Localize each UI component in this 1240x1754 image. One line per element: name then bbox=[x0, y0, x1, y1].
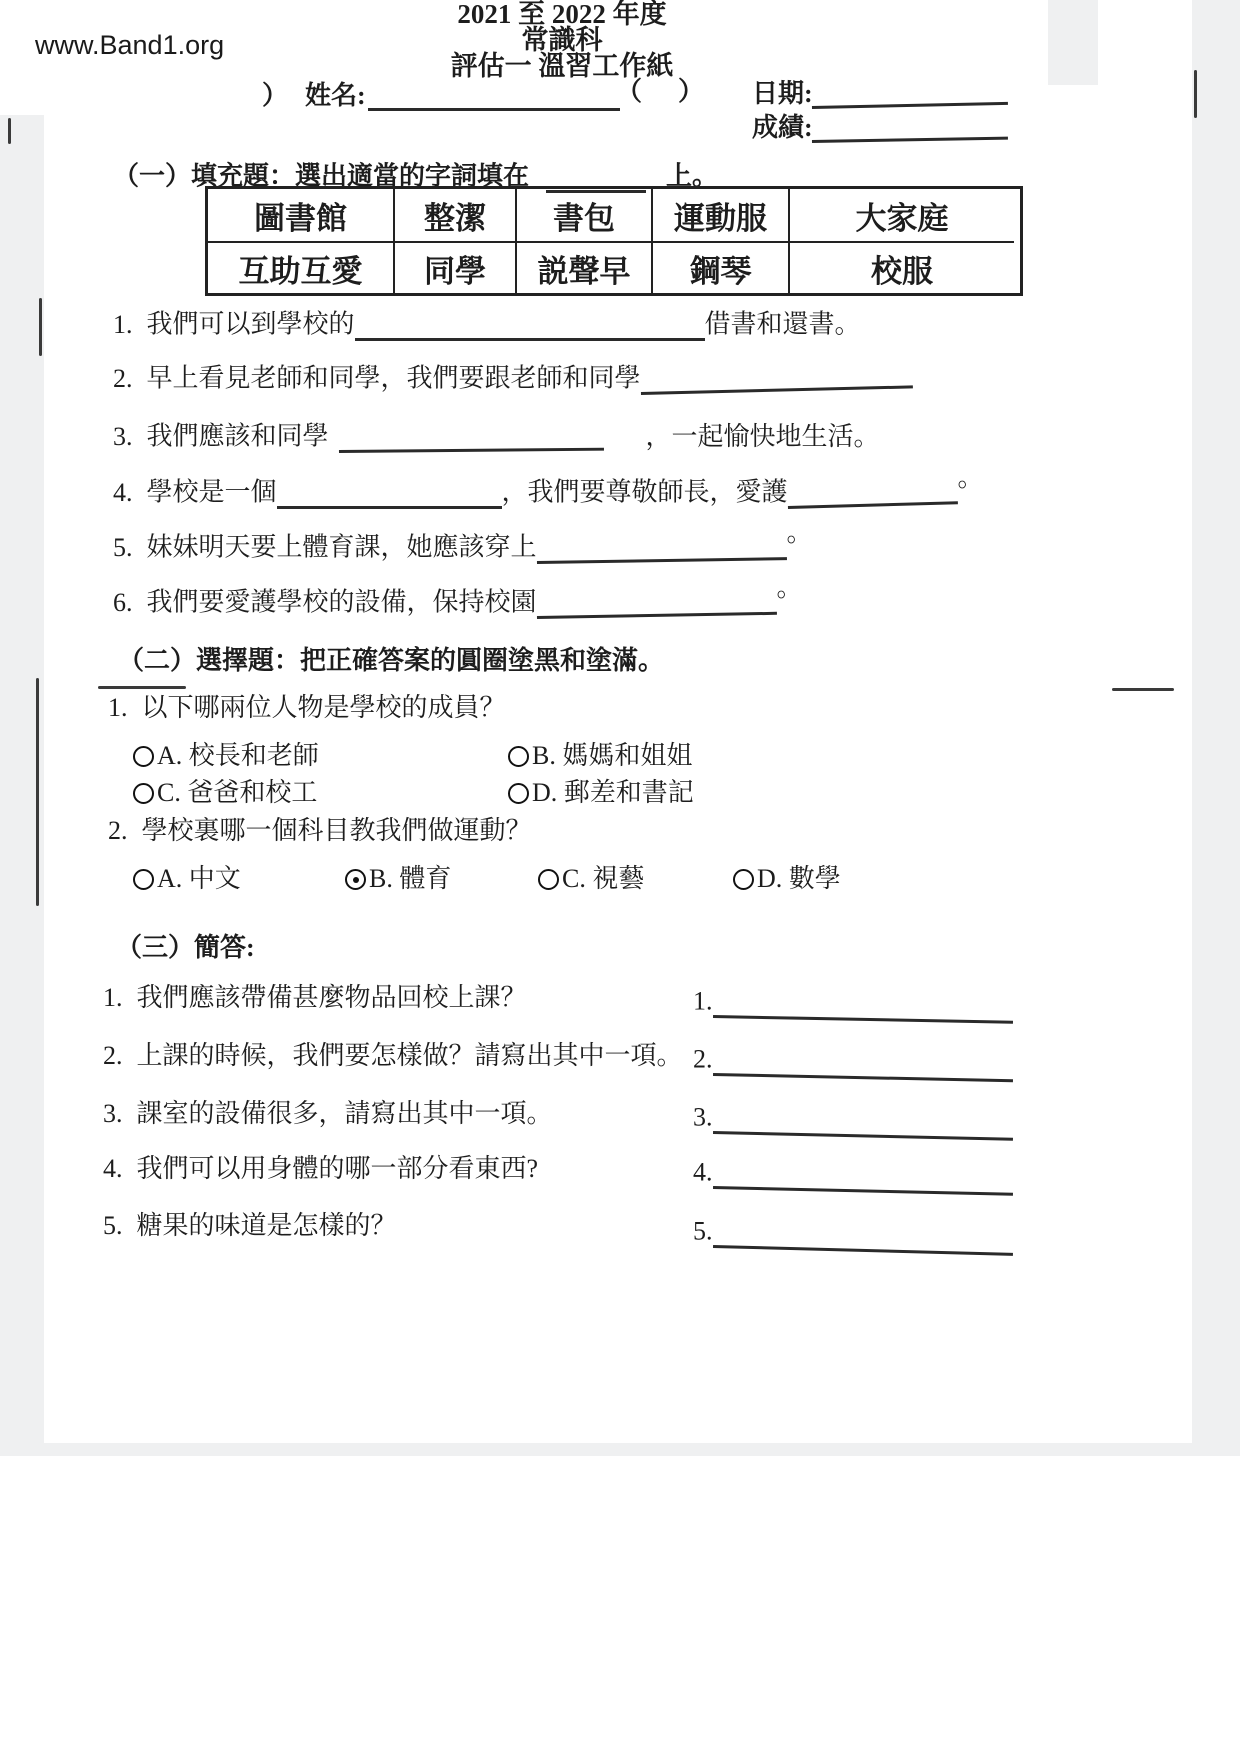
answer-slot-2 bbox=[693, 1043, 1013, 1076]
fill-question-1 bbox=[113, 308, 861, 341]
mc2-option-c bbox=[538, 858, 644, 895]
answer-blank-line bbox=[713, 1156, 1014, 1196]
option-text: 媽媽和姐姐 bbox=[562, 741, 693, 770]
radio-circle-icon bbox=[133, 783, 154, 804]
scan-artifact-right-tick bbox=[1194, 70, 1197, 118]
mc1-option-c bbox=[133, 772, 317, 809]
radio-dot bbox=[353, 877, 359, 883]
option-label: A. bbox=[157, 864, 183, 893]
word-bank-cell: 鋼琴 bbox=[651, 241, 788, 293]
question-text: 糖果的味道是怎樣的？ bbox=[136, 1211, 397, 1240]
class-paren-close: ） bbox=[678, 77, 705, 106]
answer-slot-1 bbox=[693, 985, 1013, 1018]
question-number: 2. bbox=[103, 1041, 123, 1070]
question-number: 2. bbox=[113, 363, 133, 393]
radio-circle-icon bbox=[733, 869, 754, 890]
mc1-option-a bbox=[133, 735, 319, 772]
answer-number: 3. bbox=[693, 1102, 713, 1132]
short-question-3 bbox=[103, 1098, 553, 1131]
question-text: 我們可以到學校的 bbox=[146, 309, 355, 339]
scan-artifact-right-dash bbox=[1112, 688, 1174, 691]
option-label: B. bbox=[369, 864, 393, 893]
question-text-post: 借書和還書。 bbox=[704, 309, 861, 339]
word-bank-row bbox=[208, 241, 1020, 293]
question-text-mid: ，我們要尊敬師長，愛護 bbox=[501, 477, 788, 507]
mc-question-2 bbox=[108, 815, 532, 848]
blank-line bbox=[536, 527, 786, 564]
question-number: 3. bbox=[113, 421, 133, 451]
score-label: 成績: bbox=[752, 113, 813, 142]
radio-circle-icon bbox=[133, 869, 154, 890]
short-question-2 bbox=[103, 1040, 683, 1073]
answer-blank-line bbox=[713, 1215, 1014, 1256]
word-bank-row bbox=[208, 189, 1020, 241]
word-bank-cell: 大家庭 bbox=[788, 189, 1014, 241]
option-text: 爸爸和校工 bbox=[187, 778, 318, 807]
radio-circle-icon bbox=[508, 783, 529, 804]
radio-circle-icon bbox=[538, 869, 559, 890]
stray-close-paren: ） bbox=[262, 81, 289, 110]
answer-number: 1. bbox=[693, 986, 713, 1016]
section1-heading-post: 上。 bbox=[666, 161, 719, 191]
header-subject: 常識科 bbox=[521, 25, 603, 55]
short-question-4 bbox=[103, 1153, 538, 1186]
fill-question-3 bbox=[113, 420, 880, 453]
mc-question-1 bbox=[108, 692, 506, 725]
word-bank-cell: 運動服 bbox=[651, 189, 788, 241]
option-text: 視藝 bbox=[592, 864, 645, 893]
question-text: 妹妹明天要上體育課，她應該穿上 bbox=[146, 532, 537, 562]
option-label: D. bbox=[757, 864, 783, 893]
scan-artifact-left-line bbox=[36, 678, 39, 906]
question-text: 學校裏哪一個科目教我們做運動？ bbox=[141, 816, 532, 845]
question-number: 3. bbox=[103, 1099, 123, 1128]
name-label: 姓名: bbox=[305, 81, 366, 110]
word-bank-cell: 圖書館 bbox=[254, 200, 347, 236]
radio-circle-dotted-icon bbox=[345, 869, 366, 890]
question-text: 上課的時候，我們要怎樣做？請寫出其中一項。 bbox=[136, 1041, 683, 1070]
word-bank-cell: 説聲早 bbox=[515, 241, 651, 293]
option-label: B. bbox=[532, 741, 556, 770]
word-bank-cell: 互助互愛 bbox=[208, 241, 393, 293]
fill-question-2 bbox=[113, 362, 913, 395]
question-text: 早上看見老師和同學，我們要跟老師和同學 bbox=[146, 363, 641, 393]
question-text: 我們應該帶備甚麼物品回校上課？ bbox=[136, 983, 527, 1012]
fill-question-6 bbox=[113, 572, 803, 619]
scan-margin-right bbox=[1192, 0, 1240, 1455]
mc2-option-b bbox=[345, 858, 451, 895]
radio-circle-icon bbox=[133, 746, 154, 767]
blank-line bbox=[536, 582, 777, 619]
class-paren-open: （ bbox=[616, 77, 643, 106]
question-text: 我們應該和同學 bbox=[146, 421, 329, 451]
question-number: 5. bbox=[113, 532, 133, 562]
fill-question-4 bbox=[113, 462, 984, 509]
answer-number: 4. bbox=[693, 1157, 713, 1187]
score-blank-line bbox=[811, 107, 1008, 143]
option-label: C. bbox=[562, 864, 586, 893]
option-label: D. bbox=[532, 778, 558, 807]
question-text: 以下哪兩位人物是學校的成員？ bbox=[141, 693, 506, 722]
question-number: 1. bbox=[113, 309, 133, 339]
word-bank-cell: 同學 bbox=[393, 241, 515, 293]
option-text: 校長和老師 bbox=[188, 741, 319, 770]
answer-number: 5. bbox=[693, 1216, 713, 1246]
question-number: 1. bbox=[103, 983, 123, 1012]
date-label: 日期: bbox=[752, 79, 813, 108]
question-text: 我們要愛護學校的設備，保持校園 bbox=[146, 587, 537, 617]
scan-margin-bottom bbox=[0, 1443, 1240, 1456]
question-number: 5. bbox=[103, 1211, 123, 1240]
blank-line bbox=[277, 476, 502, 509]
section2-heading: （二）選擇題：把正確答案的圓圈塗黑和塗滿。 bbox=[118, 646, 665, 675]
section1-heading-pre: （一）填充題：選出適當的字詞填在 bbox=[113, 161, 530, 191]
question-number: 2. bbox=[108, 816, 128, 845]
blank-line bbox=[787, 471, 958, 509]
radio-circle-icon bbox=[508, 746, 529, 767]
answer-slot-3 bbox=[693, 1101, 1013, 1134]
word-bank-cell: 書包 bbox=[515, 189, 651, 241]
answer-slot-5 bbox=[693, 1215, 1013, 1248]
scan-artifact-overline bbox=[98, 686, 186, 689]
option-text: 郵差和書記 bbox=[563, 778, 694, 807]
word-bank-cell: 校服 bbox=[788, 241, 1014, 293]
question-number: 4. bbox=[113, 477, 133, 507]
question-number: 6. bbox=[113, 587, 133, 617]
scan-artifact-left-tick bbox=[8, 118, 11, 144]
question-number: 1. bbox=[108, 693, 128, 722]
option-text: 體育 bbox=[399, 864, 452, 893]
mc2-option-d bbox=[733, 858, 841, 895]
watermark-text: www.Band1.org bbox=[35, 30, 225, 60]
period-mark: 。 bbox=[776, 572, 803, 602]
blank-line bbox=[338, 418, 603, 453]
fill-question-5 bbox=[113, 517, 813, 564]
option-label: C. bbox=[157, 778, 181, 807]
question-number: 4. bbox=[103, 1154, 123, 1183]
period-mark: 。 bbox=[786, 517, 813, 547]
answer-blank-line bbox=[713, 1101, 1014, 1141]
mc1-option-b bbox=[508, 735, 692, 772]
answer-number: 2. bbox=[693, 1044, 713, 1074]
name-blank-line bbox=[368, 78, 620, 111]
question-text: 學校是一個 bbox=[146, 477, 277, 507]
blank-line bbox=[355, 308, 705, 341]
period-mark: 。 bbox=[957, 462, 984, 492]
question-text: 課室的設備很多，請寫出其中一項。 bbox=[136, 1099, 553, 1128]
answer-blank-line bbox=[713, 985, 1014, 1024]
word-bank-cell: 整潔 bbox=[393, 189, 515, 241]
date-blank-line bbox=[811, 72, 1008, 109]
mc1-option-d bbox=[508, 772, 694, 809]
question-text-post: ，一起愉快地生活。 bbox=[645, 421, 880, 451]
mc2-option-a bbox=[133, 858, 241, 895]
option-text: 中文 bbox=[188, 864, 241, 893]
option-label: A. bbox=[157, 741, 183, 770]
option-text: 數學 bbox=[788, 864, 841, 893]
scan-artifact-left-curve bbox=[39, 298, 42, 356]
short-question-1 bbox=[103, 982, 527, 1015]
header-assessment-title: 評估一 溫習工作紙 bbox=[450, 51, 674, 81]
question-text: 我們可以用身體的哪一部分看東西? bbox=[136, 1154, 539, 1183]
blank-line bbox=[640, 355, 913, 395]
short-question-5 bbox=[103, 1210, 397, 1243]
section3-heading: （三）簡答: bbox=[116, 933, 255, 962]
answer-blank-line bbox=[713, 1043, 1014, 1082]
answer-slot-4 bbox=[693, 1156, 1013, 1189]
header-year: 2021 至 2022 年度 bbox=[457, 0, 667, 29]
word-bank-table bbox=[205, 186, 1023, 296]
